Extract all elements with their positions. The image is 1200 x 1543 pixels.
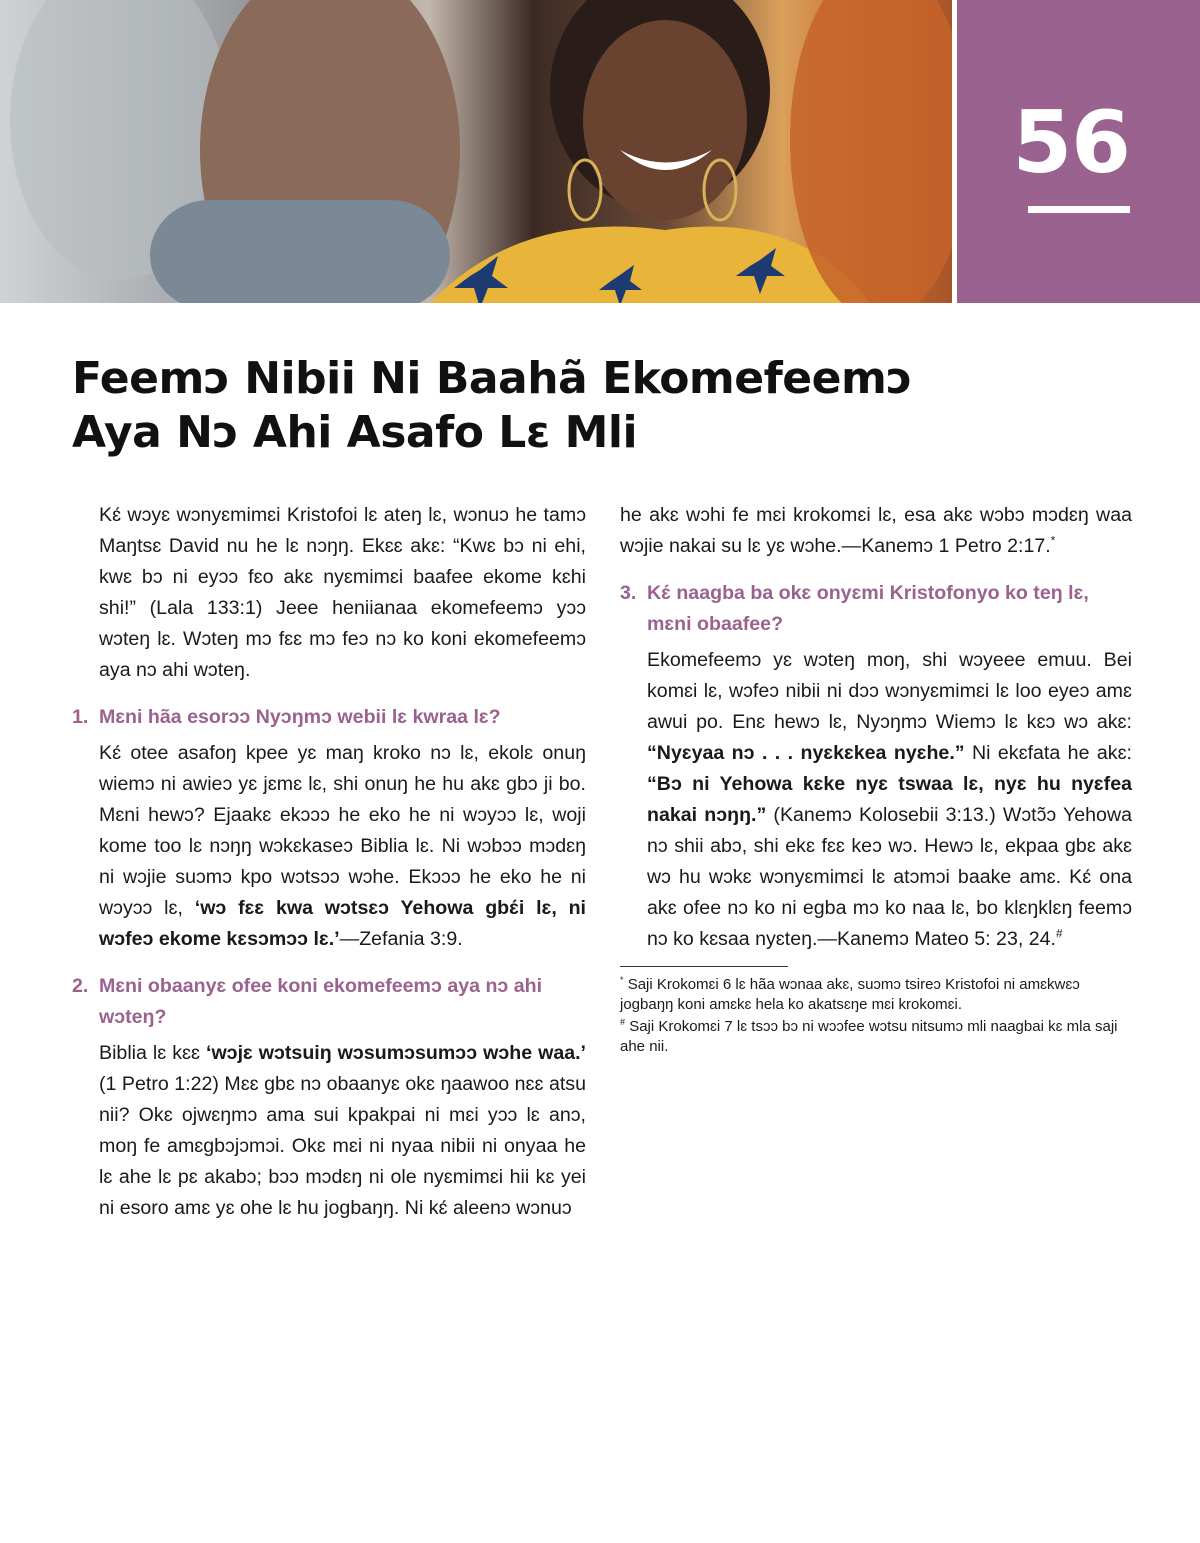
footnote-text: Saji Krokomɛi 6 lɛ hãa wɔnaa akɛ, suɔmɔ tsireɔ Kristofoi ni amɛkwɛɔ jogbaŋŋ koni amɛkɛ hela ko akatsɛŋe mɛi krokomɛi. <box>620 976 1080 1013</box>
question-number: 1. <box>72 706 89 728</box>
body-text: Kɛ́ otee asafoŋ kpee yɛ maŋ kroko nɔ lɛ, ekolɛ onuŋ wiemɔ ni awieɔ yɛ jɛmɛ lɛ, shi onuŋ he hu akɛ gbɔ ji bo. Mɛni hewɔ? Ejaakɛ ekɔɔɔ he eko he ni wɔyɔɔ lɛ, woji kome too lɛ nɔŋŋ wɔkɛkaseɔ Biblia lɛ. Ni wɔbɔɔ mɔdɛŋ ni wɔjie suɔmɔ kpo wɔtsɔɔ wɔhe. Ekɔɔɔ he eko he ni wɔyɔɔ lɛ, <box>99 742 586 919</box>
hero-photo <box>0 0 952 303</box>
bold-quote: ‘wɔjɛ wɔtsuiŋ wɔsumɔsumɔɔ wɔhe waa.’ <box>206 1042 586 1064</box>
bold-quote: ‘wɔ fɛɛ kwa wɔtsɛɔ Yehowa gbɛ́i lɛ, ni wɔfeɔ ekome kɛsɔmɔɔ lɛ.’ <box>99 897 586 950</box>
question-2 <box>72 971 586 1033</box>
section-1-paragraph <box>72 738 586 955</box>
body-text: Ni ekɛfata he akɛ: <box>964 742 1132 764</box>
intro-paragraph: Kɛ́ wɔyɛ wɔnyɛmimɛi Kristofoi lɛ ateŋ lɛ, wɔnuɔ he tamɔ Maŋtsɛ David nu he lɛ nɔŋŋ. Ekɛɛ akɛ: “Kwɛ bɔ ni ehi, kwɛ bɔ ni eyɔɔ fɛo akɛ nyɛmimɛi baafee ekome kɛhi shi!” (Lala 133:1) Jeee heniianaa ekomefeemɔ yɔɔ wɔteŋ lɛ. Wɔteŋ mɔ fɛɛ mɔ feɔ nɔ ko koni ekomefeemɔ aya nɔ ahi wɔteŋ. <box>99 504 586 681</box>
body-text: (Kanemɔ Kolosebii 3:13.) Wɔtɔ̃ɔ Yehowa nɔ shii abɔ, shi ekɛ fɛɛ keɔ wɔ. Hewɔ lɛ, ekpaa gbɛ akɛ wɔ hu wɔkɛ wɔnyɛmimɛi lɛ atɔmɔi baake amɛ. Kɛ́ ona akɛ ofee nɔ ko ni egba mɔ ko naa lɛ, bo klɛŋklɛŋ feemɔ nɔ ko kɛsaa nyɛteŋ.—Kanemɔ Mateo 5: 23, 24. <box>647 804 1132 950</box>
page-title <box>72 352 972 460</box>
title-line-2: Aya Nɔ Ahi Asafo Lɛ Mli <box>72 407 638 458</box>
body-text: Biblia lɛ kɛɛ <box>99 1042 206 1064</box>
chapter-rule <box>1028 206 1130 213</box>
footnote-mark: * <box>620 975 624 985</box>
right-column <box>620 500 1132 1059</box>
bold-quote: “Bɔ ni Yehowa kɛke nyɛ tswaa lɛ, nyɛ hu nyɛfea nakai nɔŋŋ.” <box>647 773 1132 826</box>
body-text: he akɛ wɔhi fe mɛi krokomɛi lɛ, esa akɛ wɔbɔ mɔdɛŋ waa wɔjie nakai su lɛ yɛ wɔhe.—Kanemɔ 1 Petro 2:17. <box>620 504 1132 557</box>
question-text: Mɛni obaanyɛ ofee koni ekomefeemɔ aya nɔ ahi wɔteŋ? <box>99 975 543 1028</box>
question-text: Kɛ́ naagba ba okɛ onyɛmi Kristofonyo ko teŋ lɛ, mɛni obaafee? <box>647 582 1089 635</box>
question-text: Mɛni hãa esorɔɔ Nyɔŋmɔ webii lɛ kwraa lɛ? <box>99 706 501 728</box>
body-text: (1 Petro 1:22) Mɛɛ gbɛ nɔ obaanyɛ okɛ ŋaawoo nɛɛ atsu nii? Okɛ ojwɛŋmɔ ama sui kpakpai ni mɛi yɔɔ lɛ anɔ, moŋ fe amɛgbɔjɔmɔi. Okɛ mɛi ni nyaa nibii ni onyaa he lɛ ahe lɛ pɛ akabɔ; bɔɔ mɔdɛŋ ni ole nyɛmimɛi hii kɛ yei ni esoro amɛ yɛ ohe lɛ hu jogbaŋŋ. Ni kɛ́ aleenɔ wɔnuɔ <box>99 1073 586 1219</box>
bold-quote: “Nyɛyaa nɔ . . . nyɛkɛkea nyɛhe.” <box>647 742 965 764</box>
footnote-mark: # <box>620 1017 626 1027</box>
section-2-paragraph-continued <box>620 500 1132 562</box>
body-text: —Zefania 3:9. <box>339 928 463 950</box>
left-column <box>72 500 586 1224</box>
body-text: Ekomefeemɔ yɛ wɔteŋ moŋ, shi wɔyeee emuu. Bei komɛi lɛ, wɔfeɔ nibii ni dɔɔ wɔnyɛmimɛi lɛ loo eyeɔ amɛ awui po. Enɛ hewɔ lɛ, Nyɔŋmɔ Wiemɔ lɛ kɛɔ wɔ akɛ: <box>647 649 1132 733</box>
footnote-ref[interactable]: # <box>1055 927 1063 941</box>
section-2-paragraph-start <box>72 1038 586 1224</box>
section-3-paragraph <box>620 645 1132 955</box>
footnote-text: Saji Krokomɛi 7 lɛ tsɔɔ bɔ ni wɔɔfee wɔtsu nitsumɔ mli naagbai kɛ mla saji ahe nii. <box>620 1018 1118 1055</box>
question-number: 3. <box>620 582 637 604</box>
footnote-ref[interactable]: * <box>1050 534 1056 548</box>
footnote-2 <box>620 1017 1132 1057</box>
chapter-number: 56 <box>1012 93 1130 193</box>
chapter-number-box <box>957 0 1200 303</box>
footnote-1 <box>620 975 1132 1015</box>
question-number: 2. <box>72 975 89 997</box>
title-line-1: Feemɔ Nibii Ni Baahã Ekomefeemɔ <box>72 353 912 404</box>
question-1 <box>72 702 586 733</box>
question-3 <box>620 578 1132 640</box>
footnote-divider <box>620 966 788 967</box>
hero-photo-illustration <box>0 0 952 303</box>
